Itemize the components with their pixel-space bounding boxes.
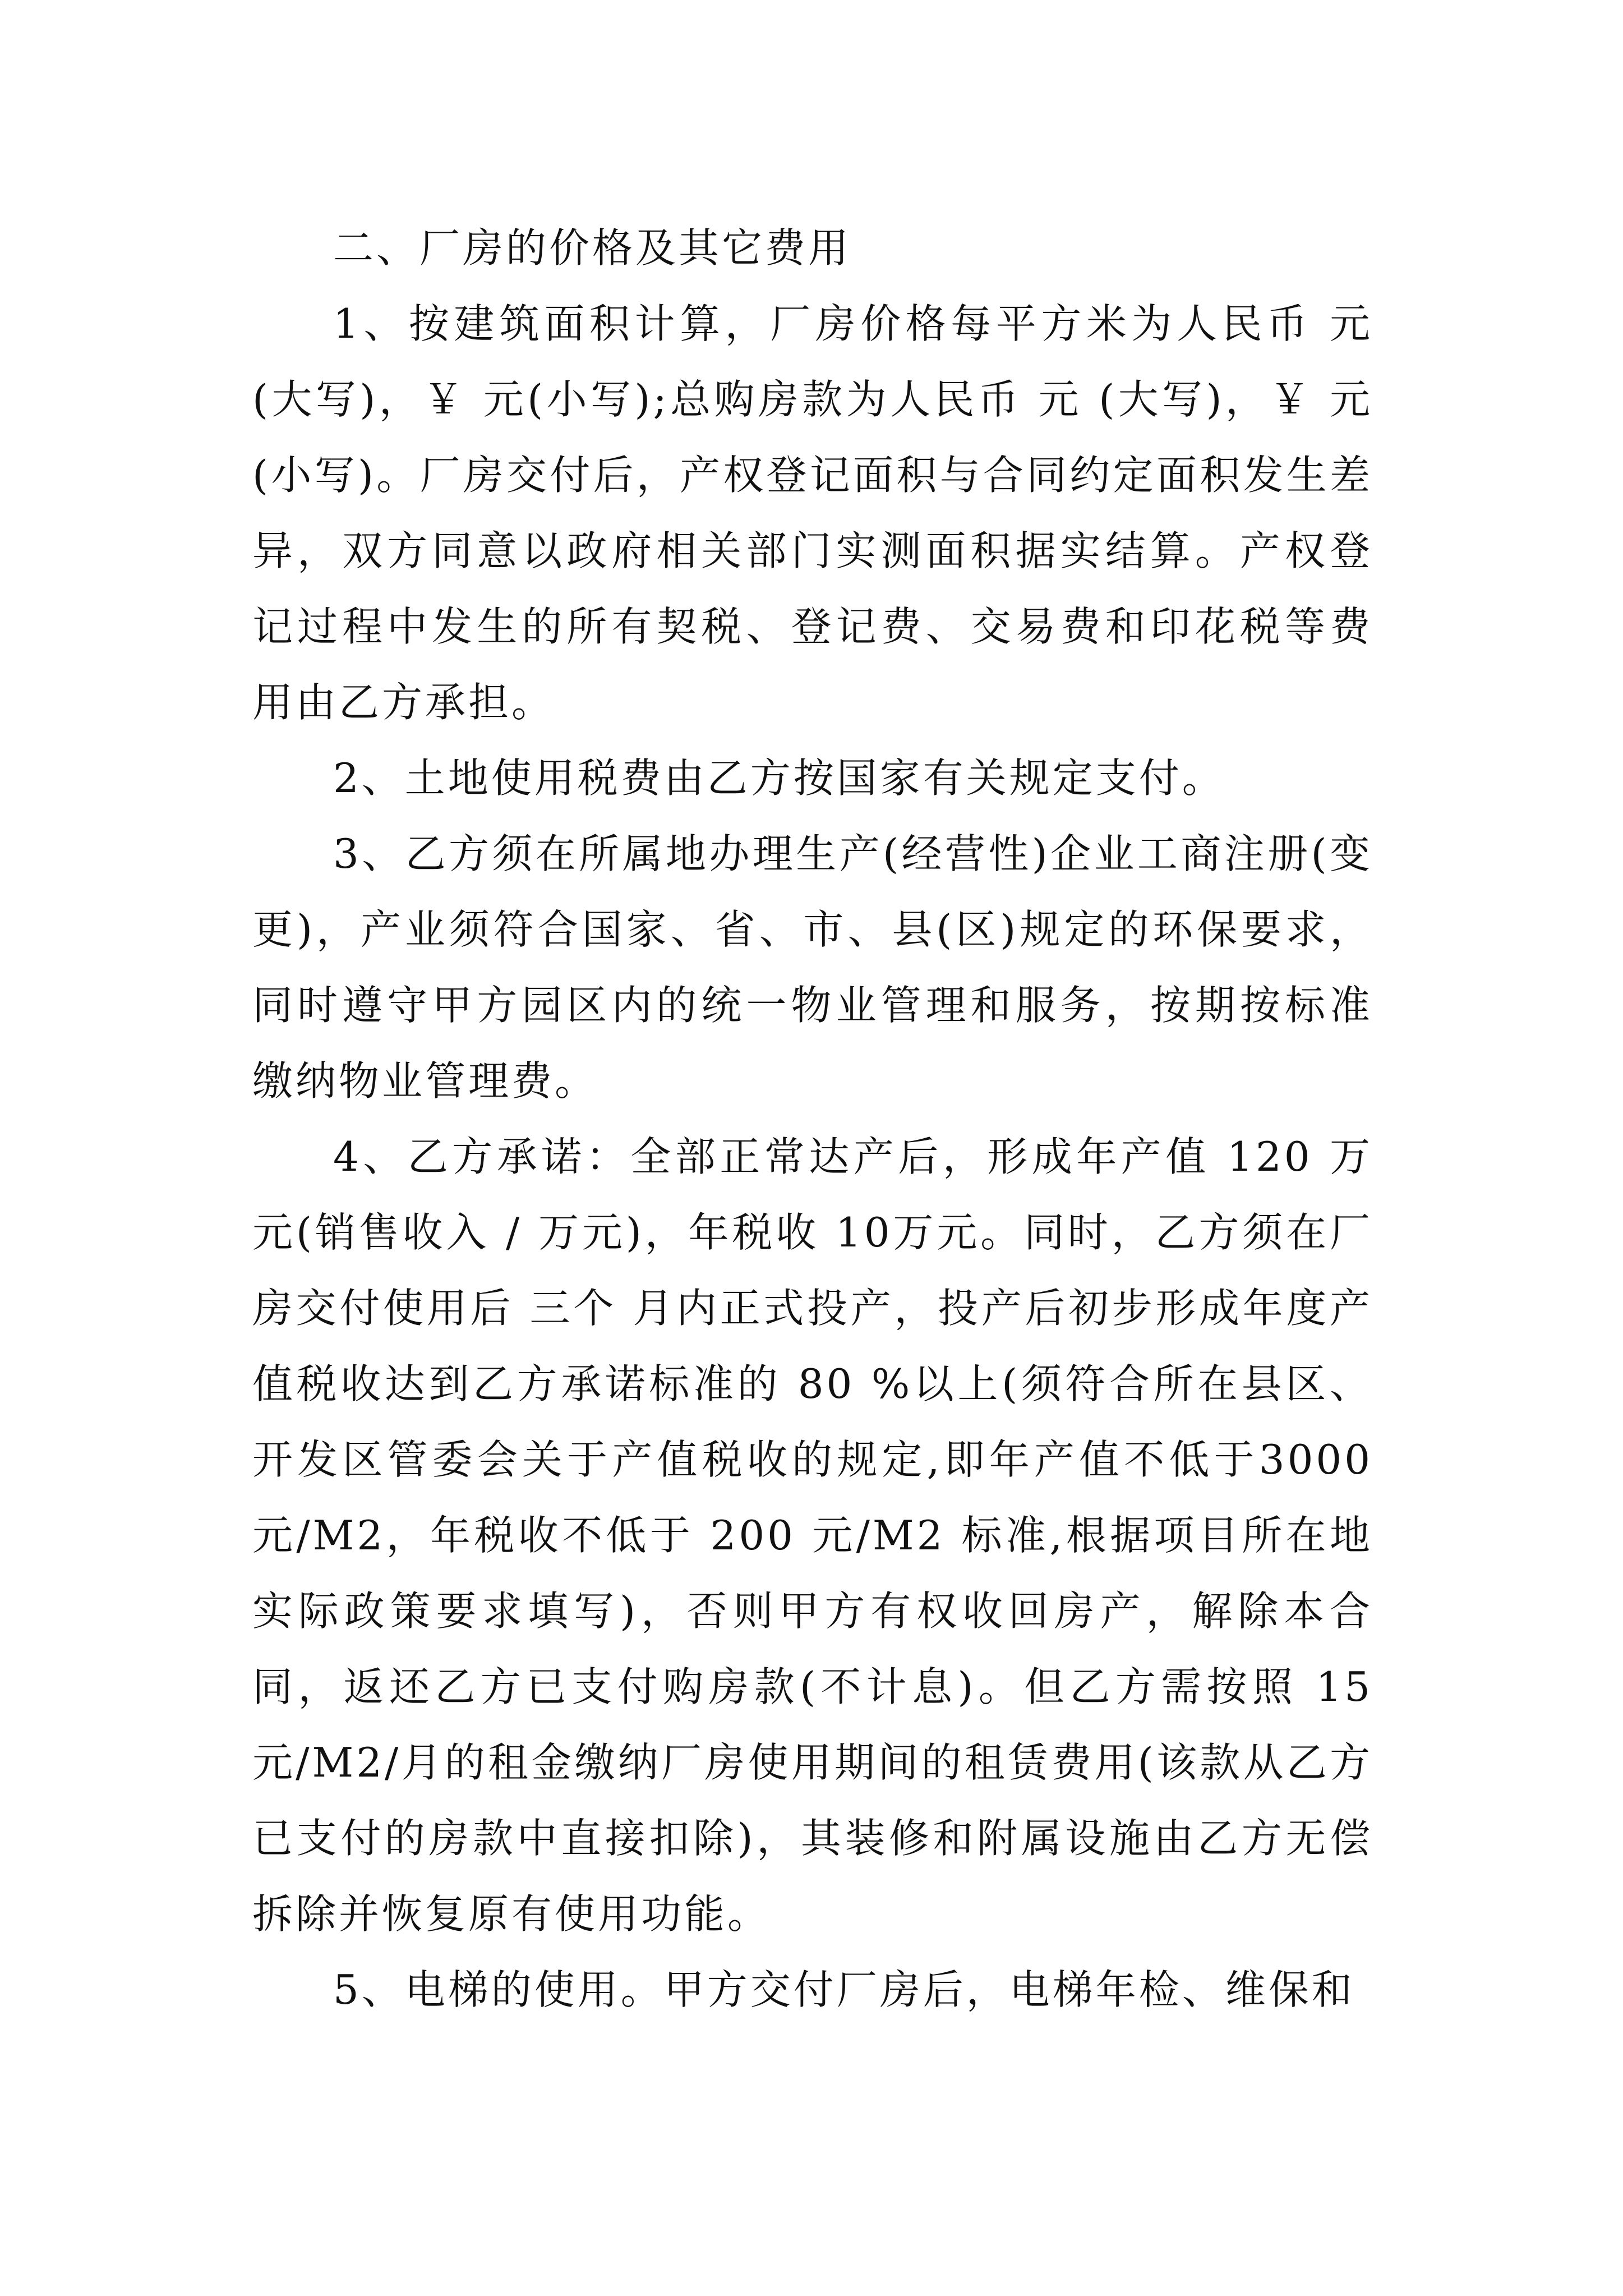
clause-5-elevator: 5、电梯的使用。甲方交付厂房后，电梯年检、维保和 — [333, 1966, 1355, 2013]
section-heading: 二、厂房的价格及其它费用 — [333, 224, 852, 272]
clause-1-price: 1、按建筑面积计算，厂房价格每平方米为人民币 元(大写)，￥ 元(小写);总购房款为人民币 元 (大写)，￥ 元(小写)。厂房交付后，产权登记面积与合同约定面积发生差异，双方同意以政府相关部门实测面积据实结算。产权登记过程中发生的所有契税、登记费、交易费和印花税等费用由乙方承担。 — [252, 300, 1373, 726]
clause-3-registration: 3、乙方须在所属地办理生产(经营性)企业工商注册(变更)，产业须符合国家、省、市、县(区)规定的环保要求，同时遵守甲方园区内的统一物业管理和服务，按期按标准缴纳物业管理费。 — [252, 830, 1373, 1105]
document-body — [252, 210, 1373, 2028]
clause-4-commitment: 4、乙方承诺：全部正常达产后，形成年产值 120 万元(销售收入 / 万元)，年税收 10万元。同时，乙方须在厂房交付使用后 三个 月内正式投产，投产后初步形成年度产值税收达到乙方承诺标准的 80 %以上(须符合所在县区、开发区管委会关于产值税收的规定,即年产值不低于3000 元/M2，年税收不低于 200 元/M2 标准,根据项目所在地实际政策要求填写)，否则甲方有权收回房产，解除本合同，返还乙方已支付购房款(不计息)。但乙方需按照 15 元/M2/月的租金缴纳厂房使用期间的租赁费用(该款从乙方已支付的房款中直接扣除)，其装修和附属设施由乙方无偿拆除并恢复原有使用功能。 — [252, 1133, 1373, 1938]
clause-2-land-tax: 2、土地使用税费由乙方按国家有关规定支付。 — [333, 754, 1225, 802]
